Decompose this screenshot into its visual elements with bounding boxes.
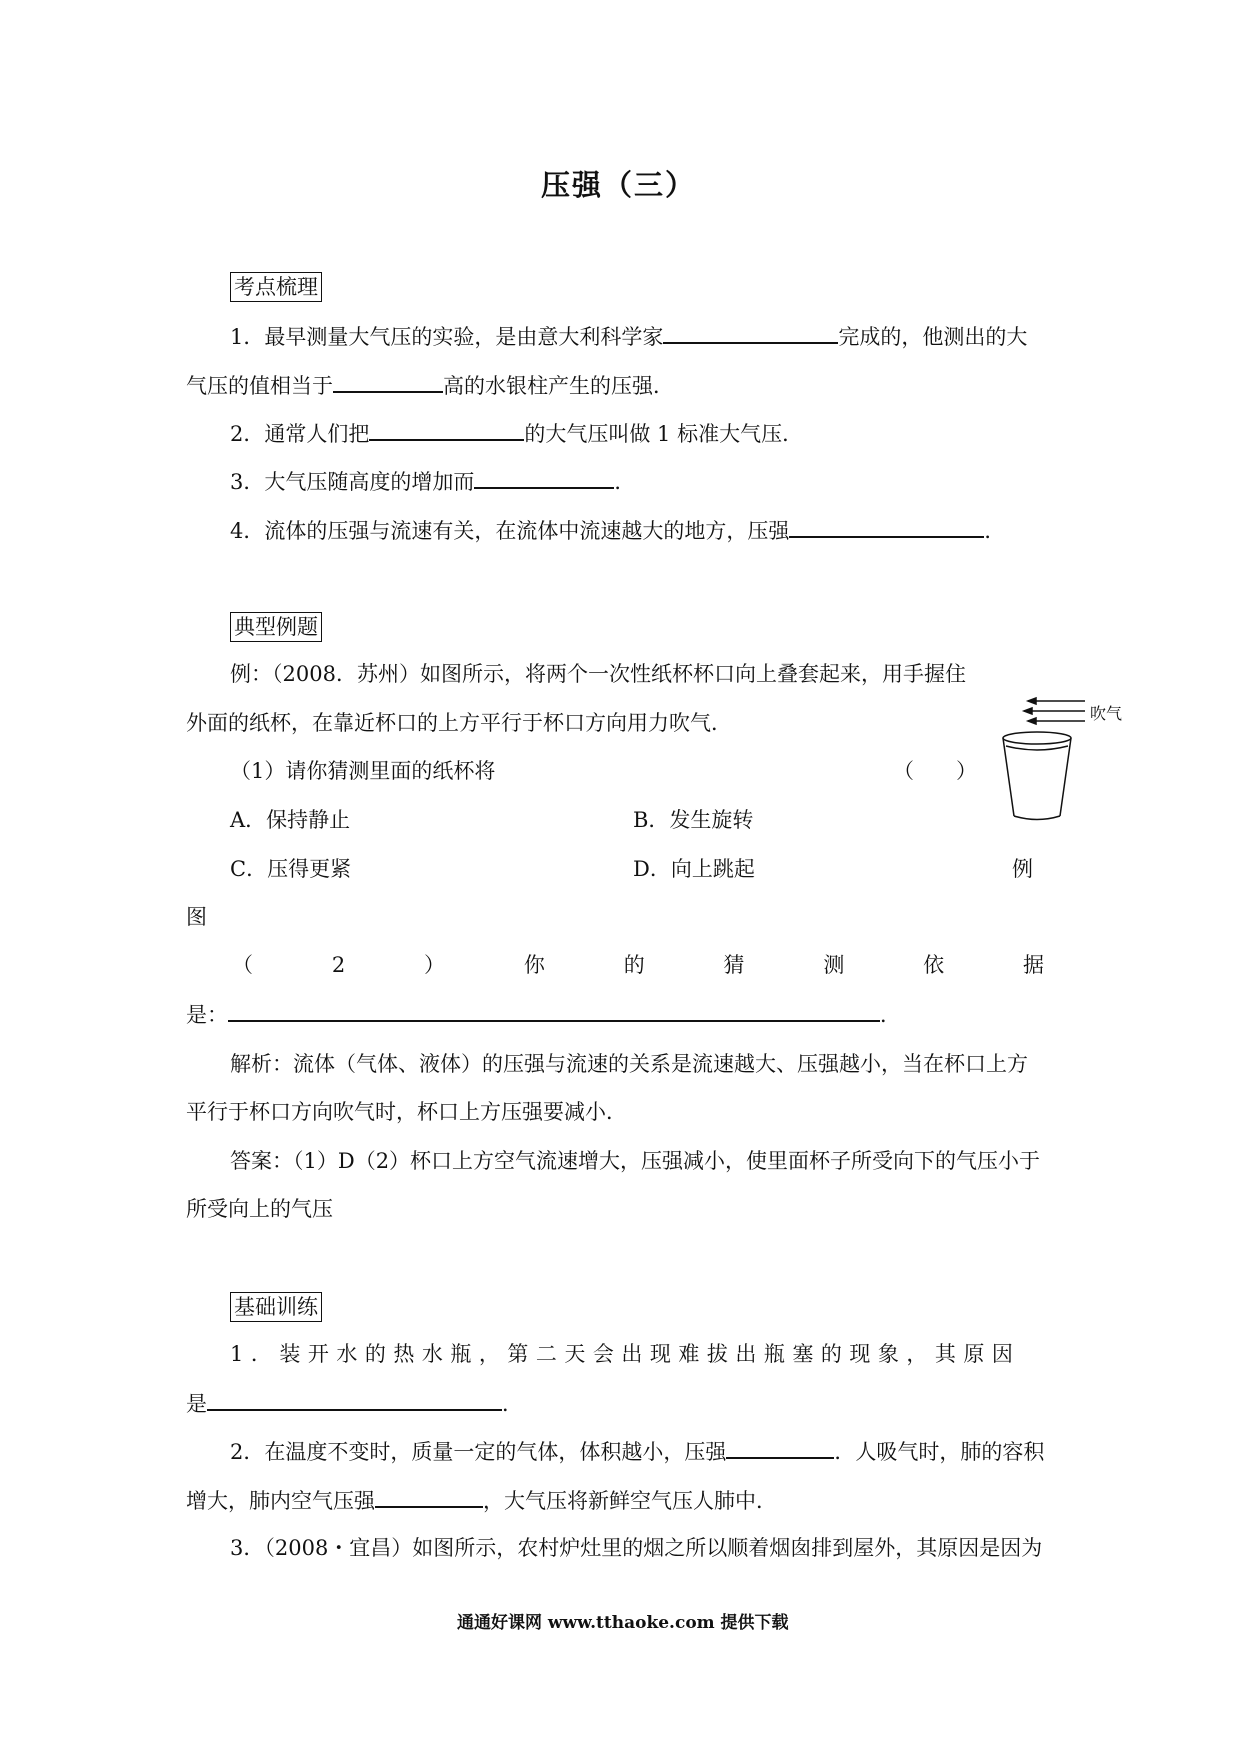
q1-text-d: 高的水银柱产生的压强． [443,374,674,398]
jichu-q1-start: 是 [186,1392,207,1416]
kaodian-q2 [230,419,803,448]
q2-blank [369,419,524,441]
q4-text-a: 4．流体的压强与流速有关，在流体中流速越大的地方，压强 [230,519,790,543]
q2-text-a: 2．通常人们把 [230,422,370,446]
option-c: C．压得更紧 [230,857,352,881]
option-b: B．发生旋转 [633,808,754,832]
answer-line2: 所受向上的气压 [186,1197,333,1221]
q1-blank-scientist [663,322,838,344]
jichu-q1-blank [207,1389,502,1411]
figure-blow-label: 吹气 [1090,704,1123,723]
q3-text-a: 3．大气压随高度的增加而 [230,470,475,494]
analysis-line2: 平行于杯口方向吹气时，杯口上方压强要减小． [186,1100,627,1124]
jichu-q2-text-a: 2．在温度不变时，质量一定的气体，体积越小，压强 [230,1440,727,1464]
kaodian-q4 [230,516,1005,545]
sub2-char: 你 [523,953,545,977]
sub2-char: 依 [923,953,945,977]
kaodian-q1-line1 [230,322,1027,351]
q3-text-b: ． [614,470,636,494]
jichu-q2-text-c: 增大，肺内空气压强 [186,1489,375,1513]
q1-text-b: 完成的，他测出的大 [838,325,1028,349]
sub2-char: 据 [1023,953,1044,977]
example-line2: 外面的纸杯，在靠近杯口的上方平行于杯口方向用力吹气． [186,711,732,735]
q3-blank [474,467,614,489]
section-heading-kaodian: 考点梳理 [230,272,322,302]
example-sub2-line1 [232,951,1044,979]
sub2-blank [228,1000,880,1022]
sub2-char: 的 [623,953,645,977]
kaodian-q3 [230,467,635,496]
q4-text-b: ． [984,519,1006,543]
jichu-q2-text-b: ．人吸气时，肺的容积 [834,1440,1045,1464]
page-title: 压强（三） [541,168,697,202]
q2-text-b: 的大气压叫做 1 标准大气压． [524,422,804,446]
example-line1: 例：（2008．苏州）如图所示，将两个一次性纸杯杯口向上叠套起来，用手握住 [230,662,966,686]
example-answer-paren: （ ） [893,759,977,783]
figure-label-part2: 图 [186,905,207,929]
jichu-q1-end: ． [502,1392,523,1416]
sub2-char: （ [232,953,253,977]
jichu-q2-blank1 [726,1437,834,1459]
kaodian-q1-line2 [186,371,674,400]
jichu-q2-text-d: ，大气压将新鲜空气压人肺中． [483,1489,777,1513]
sub2-char: 测 [823,953,845,977]
jichu-q1-line2 [186,1389,523,1418]
jichu-q2-blank2 [375,1486,483,1508]
q1-text-a: 1．最早测量大气压的实验，是由意大利科学家 [230,325,664,349]
section-heading-dianxing: 典型例题 [230,612,322,642]
sub2-char: 猜 [723,953,745,977]
jichu-q1-line1: 1．装开水的热水瓶，第二天会出现难拔出瓶塞的现象，其原因 [230,1342,1021,1366]
sub2-char: 2 [331,953,346,977]
example-sub2-line2 [186,1000,901,1029]
jichu-q2-line1 [230,1437,1044,1466]
analysis-line1: 解析：流体（气体、液体）的压强与流速的关系是流速越大、压强越小，当在杯口上方 [230,1052,1028,1076]
answer-line1: 答案：（1）D（2）杯口上方空气流速增大，压强减小，使里面杯子所受向下的气压小于 [230,1149,1041,1173]
example-sub1: （1）请你猜测里面的纸杯将 [230,759,496,783]
jichu-q3-line1: 3．（2008・宜昌）如图所示，农村炉灶里的烟之所以顺着烟囱排到屋外，其原因是因为 [230,1536,1043,1560]
q1-blank-height [333,371,443,393]
option-d: D．向上跳起 [633,857,755,881]
sub2-char: ） [424,953,446,977]
option-a: A．保持静止 [230,808,351,832]
q4-blank [789,516,984,538]
page-footer: 通通好课网 www.tthaoke.com 提供下载 [457,1613,789,1633]
jichu-q2-line2 [186,1486,777,1515]
sub2-tail: 是： [186,1003,228,1027]
section-heading-jichu: 基础训练 [230,1292,322,1322]
q1-text-c: 气压的值相当于 [186,374,333,398]
figure-label-part1: 例 [1012,857,1033,881]
sub2-end: ． [880,1003,901,1027]
